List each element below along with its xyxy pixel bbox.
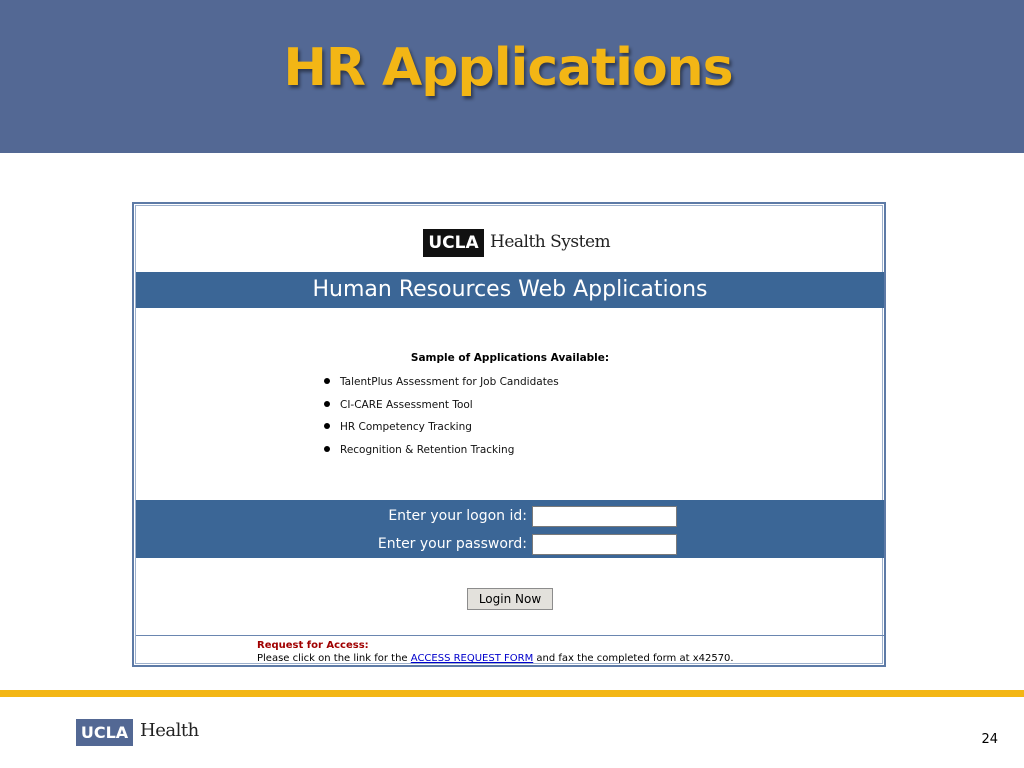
bullet-icon <box>324 401 330 407</box>
slide-header <box>0 0 1024 153</box>
application-label: Recognition & Retention Tracking <box>340 443 515 456</box>
health-system-wordmark: Health System <box>490 232 611 252</box>
screenshot-frame <box>135 205 883 664</box>
hr-web-app-screenshot <box>132 202 886 667</box>
password-label: Enter your password: <box>377 536 527 552</box>
bullet-icon <box>324 446 330 452</box>
request-access-title: Request for Access: <box>257 640 369 651</box>
slide-title: HR Applications <box>283 38 733 98</box>
logon-id-label: Enter your logon id: <box>388 508 527 524</box>
password-input[interactable] <box>532 534 677 555</box>
request-text-before: Please click on the link for the <box>257 653 408 664</box>
footer-health-wordmark: Health <box>140 720 199 741</box>
request-text-after: and fax the completed form at x42570. <box>536 653 734 664</box>
application-label: CI-CARE Assessment Tool <box>340 398 473 411</box>
ucla-logo-box: UCLA <box>423 229 484 257</box>
logon-id-input[interactable] <box>532 506 677 527</box>
divider <box>136 635 884 636</box>
banner-title: Human Resources Web Applications <box>136 272 884 308</box>
bullet-icon <box>324 378 330 384</box>
footer-ucla-box: UCLA <box>76 719 133 746</box>
access-request-form-link[interactable]: ACCESS REQUEST FORM <box>410 653 534 664</box>
login-panel <box>136 500 884 558</box>
page-number: 24 <box>981 732 998 747</box>
bullet-icon <box>324 423 330 429</box>
sample-heading: Sample of Applications Available: <box>410 352 610 364</box>
footer-rule <box>0 690 1024 697</box>
request-access-text <box>257 653 734 664</box>
login-now-button[interactable]: Login Now <box>467 588 553 610</box>
application-label: TalentPlus Assessment for Job Candidates <box>340 376 559 388</box>
application-label: HR Competency Tracking <box>340 421 472 433</box>
